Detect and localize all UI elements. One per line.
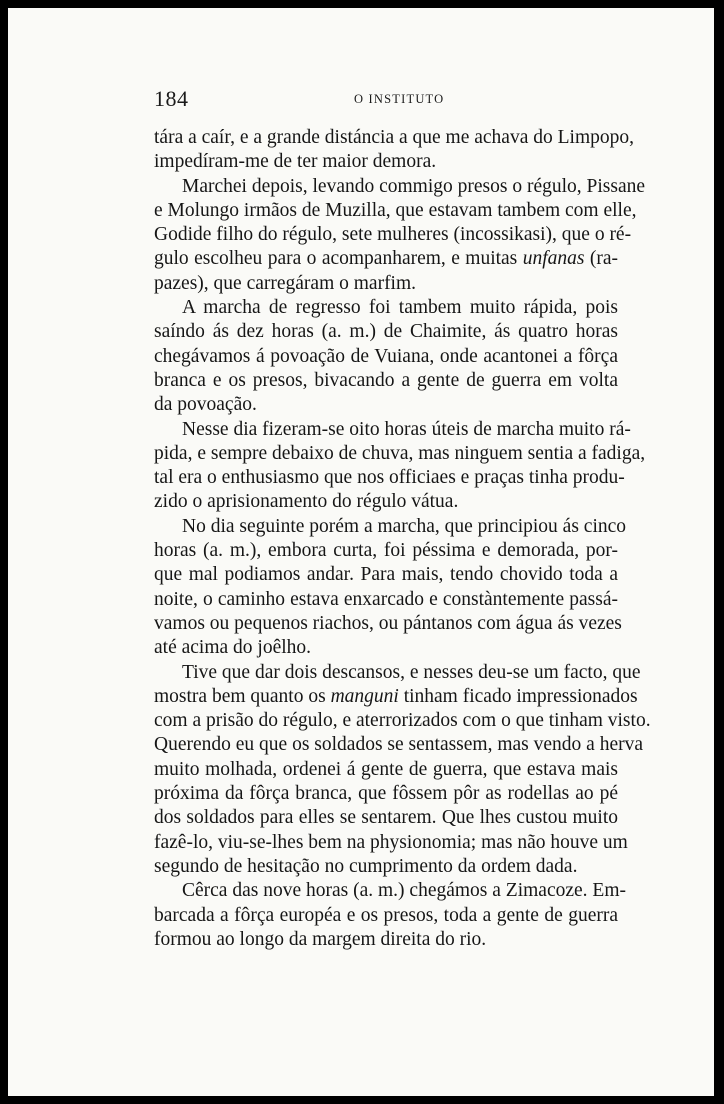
text-line: Cêrca das nove horas (a. m.) chegámos a Zimacoze. Em- — [182, 880, 626, 902]
text-line: branca e os presos, bivacando a gente de guerra em volta — [154, 369, 618, 391]
body-text — [154, 126, 651, 952]
page-number: 184 — [154, 86, 189, 111]
text-line: pazes), que carregáram o marfim. — [154, 272, 417, 294]
paragraph — [154, 418, 646, 515]
book-page — [8, 8, 714, 1096]
running-title: O INSTITUTO — [354, 92, 445, 106]
text-line: que mal podiamos andar. Para mais, tendo chovido toda a — [154, 564, 618, 586]
text-line: horas (a. m.), embora curta, foi péssima e demorada, por- — [154, 540, 618, 562]
page-header — [154, 86, 624, 116]
paragraph — [154, 661, 651, 880]
text-line: e Molungo irmãos de Muzilla, que estavam tambem com elle, — [154, 199, 637, 221]
paragraph — [154, 175, 646, 296]
paragraph — [154, 296, 618, 417]
text-line: saíndo ás dez horas (a. m.) de Chaimite, ás quatro horas — [154, 321, 618, 343]
text-line: noite, o caminho estava enxarcado e constàntemente passá- — [154, 588, 618, 610]
text-line: barcada a fôrça européa e os presos, toda a gente de guerra — [154, 904, 618, 926]
text-line: A marcha de regresso foi tambem muito rápida, pois — [182, 297, 618, 319]
text-line: zido o aprisionamento do régulo vátua. — [154, 491, 459, 513]
paragraph — [154, 879, 626, 952]
text-line: mostra bem quanto os manguni tinham ficado impressionados — [154, 685, 638, 707]
text-line: impedíram-me de ter maior demora. — [154, 151, 437, 173]
text-line: pida, e sempre debaixo de chuva, mas ninguem sentia a fadiga, — [154, 442, 646, 464]
text-line: chegávamos á povoação de Vuiana, onde acantonei a fôrça — [154, 345, 618, 367]
text-line: No dia seguinte porém a marcha, que principiou ás cinco — [182, 515, 627, 537]
text-line: com a prisão do régulo, e aterrorizados com o que tinham visto. — [154, 710, 651, 732]
paragraph — [154, 126, 634, 175]
text-line: vamos ou pequenos riachos, ou pántanos com água ás vezes — [154, 612, 622, 634]
text-line: Querendo eu que os soldados se sentassem, mas vendo a herva — [154, 734, 643, 756]
text-line: da povoação. — [154, 394, 257, 416]
text-line: Tive que dar dois descansos, e nesses deu-se um facto, que — [182, 661, 641, 683]
text-line: tal era o enthusiasmo que nos officiaes e praças tinha produ- — [154, 467, 625, 489]
text-line: gulo escolheu para o acompanharem, e muitas unfanas (ra- — [154, 248, 618, 270]
paragraph — [154, 515, 627, 661]
text-line: próxima da fôrça branca, que fôssem pôr as rodellas ao pé — [154, 783, 618, 805]
text-line: Nesse dia fizeram-se oito horas úteis de marcha muito rá- — [182, 418, 631, 440]
italic-term: manguni — [330, 685, 399, 707]
text-line: muito molhada, ordenei á gente de guerra, que estava mais — [154, 758, 618, 780]
text-line: até acima do joêlho. — [154, 637, 312, 659]
text-line: segundo de hesitação no cumprimento da ordem dada. — [154, 855, 578, 877]
italic-term: unfanas — [522, 248, 585, 270]
text-line: fazê-lo, viu-se-lhes bem na physionomia; mas não houve um — [154, 831, 628, 853]
text-line: Godide filho do régulo, sete mulheres (incossikasi), que o ré- — [154, 224, 632, 246]
text-line: Marchei depois, levando commigo presos o régulo, Pissane — [182, 175, 646, 197]
text-line: tára a caír, e a grande distáncia a que me achava do Limpopo, — [154, 127, 634, 148]
text-line: dos soldados para elles se sentarem. Que lhes custou muito — [154, 807, 618, 829]
text-line: formou ao longo da margem direita do rio. — [154, 928, 487, 950]
